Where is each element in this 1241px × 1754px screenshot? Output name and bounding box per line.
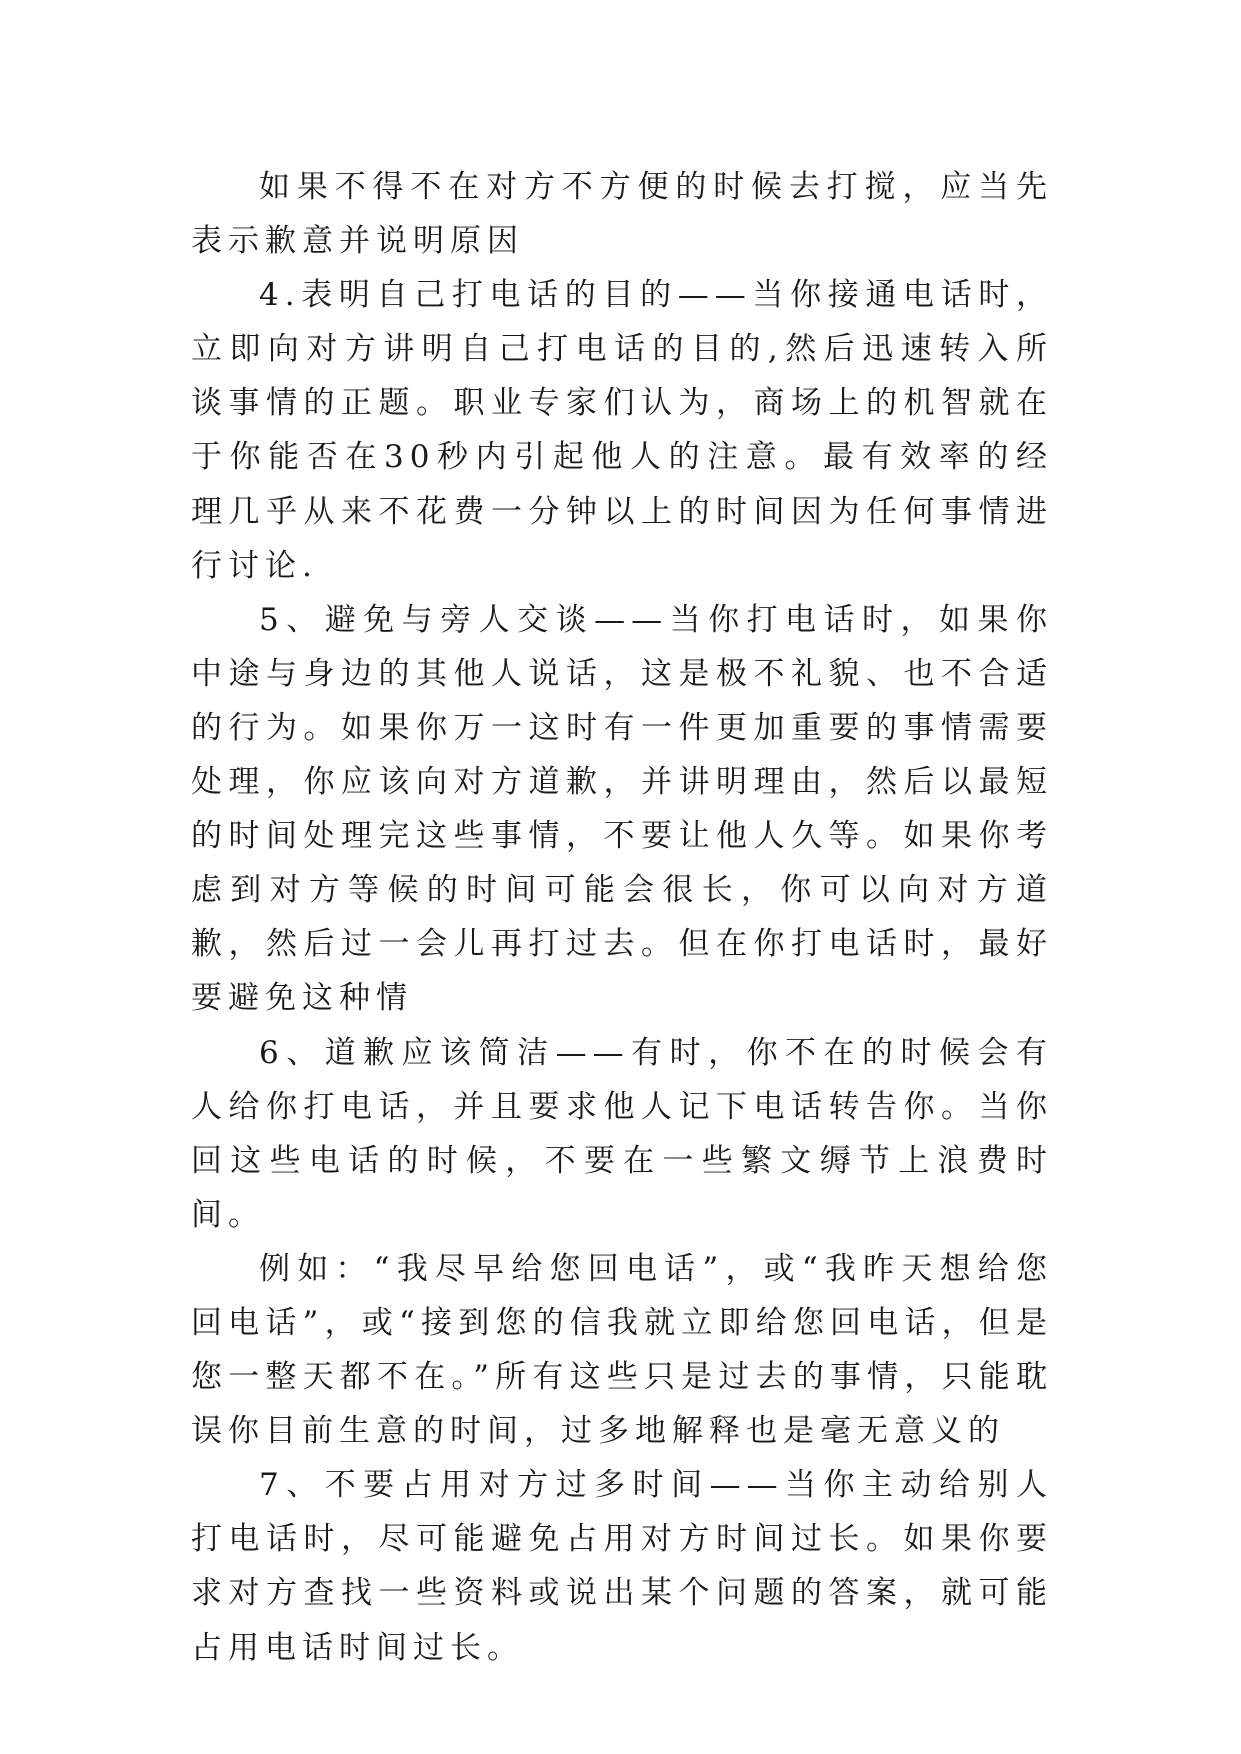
paragraph-interrupt-apology: 如果不得不在对方不方便的时候去打搅，应当先表示歉意并说明原因 <box>191 169 1053 260</box>
paragraph-brief-apology: 6、道歉应该简洁——有时，你不在的时候会有人给你打电话，并且要求他人记下电话转告你。当你回这些电话的时候，不要在一些繁文缛节上浪费时间。 <box>191 1034 1053 1233</box>
paragraph-examples: 例如：“我尽早给您回电话”，或“我昨天想给您回电话”，或“接到您的信我就立即给您回电话，但是您一整天都不在。”所有这些只是过去的事情，只能耽误你目前生意的时间，过多地解释也是毫无意义的 <box>191 1250 1053 1450</box>
document-body <box>191 160 1053 1675</box>
paragraph-dont-take-too-long: 7、不要占用对方过多时间——当你主动给别人打电话时，尽可能避免占用对方时间过长。如果你要求对方查找一些资料或说出某个问题的答案，就可能占用电话时间过长。 <box>191 1467 1053 1666</box>
paragraph-state-purpose: 4.表明自己打电话的目的——当你接通电话时，立即向对方讲明自己打电话的目的,然后迅速转入所谈事情的正题。职业专家们认为，商场上的机智就在于你能否在30秒内引起他人的注意。最有效率的经理几乎从来不花费一分钟以上的时间因为任何事情进行讨论. <box>191 277 1053 584</box>
paragraph-avoid-side-talk: 5、避免与旁人交谈——当你打电话时，如果你中途与身边的其他人说话，这是极不礼貌、也不合适的行为。如果你万一这时有一件更加重要的事情需要处理，你应该向对方道歉，并讲明理由，然后以最短的时间处理完这些事情，不要让他人久等。如果你考虑到对方等候的时间可能会很长，你可以向对方道歉，然后过一会儿再打过去。但在你打电话时，最好要避免这种情 <box>191 601 1053 1017</box>
